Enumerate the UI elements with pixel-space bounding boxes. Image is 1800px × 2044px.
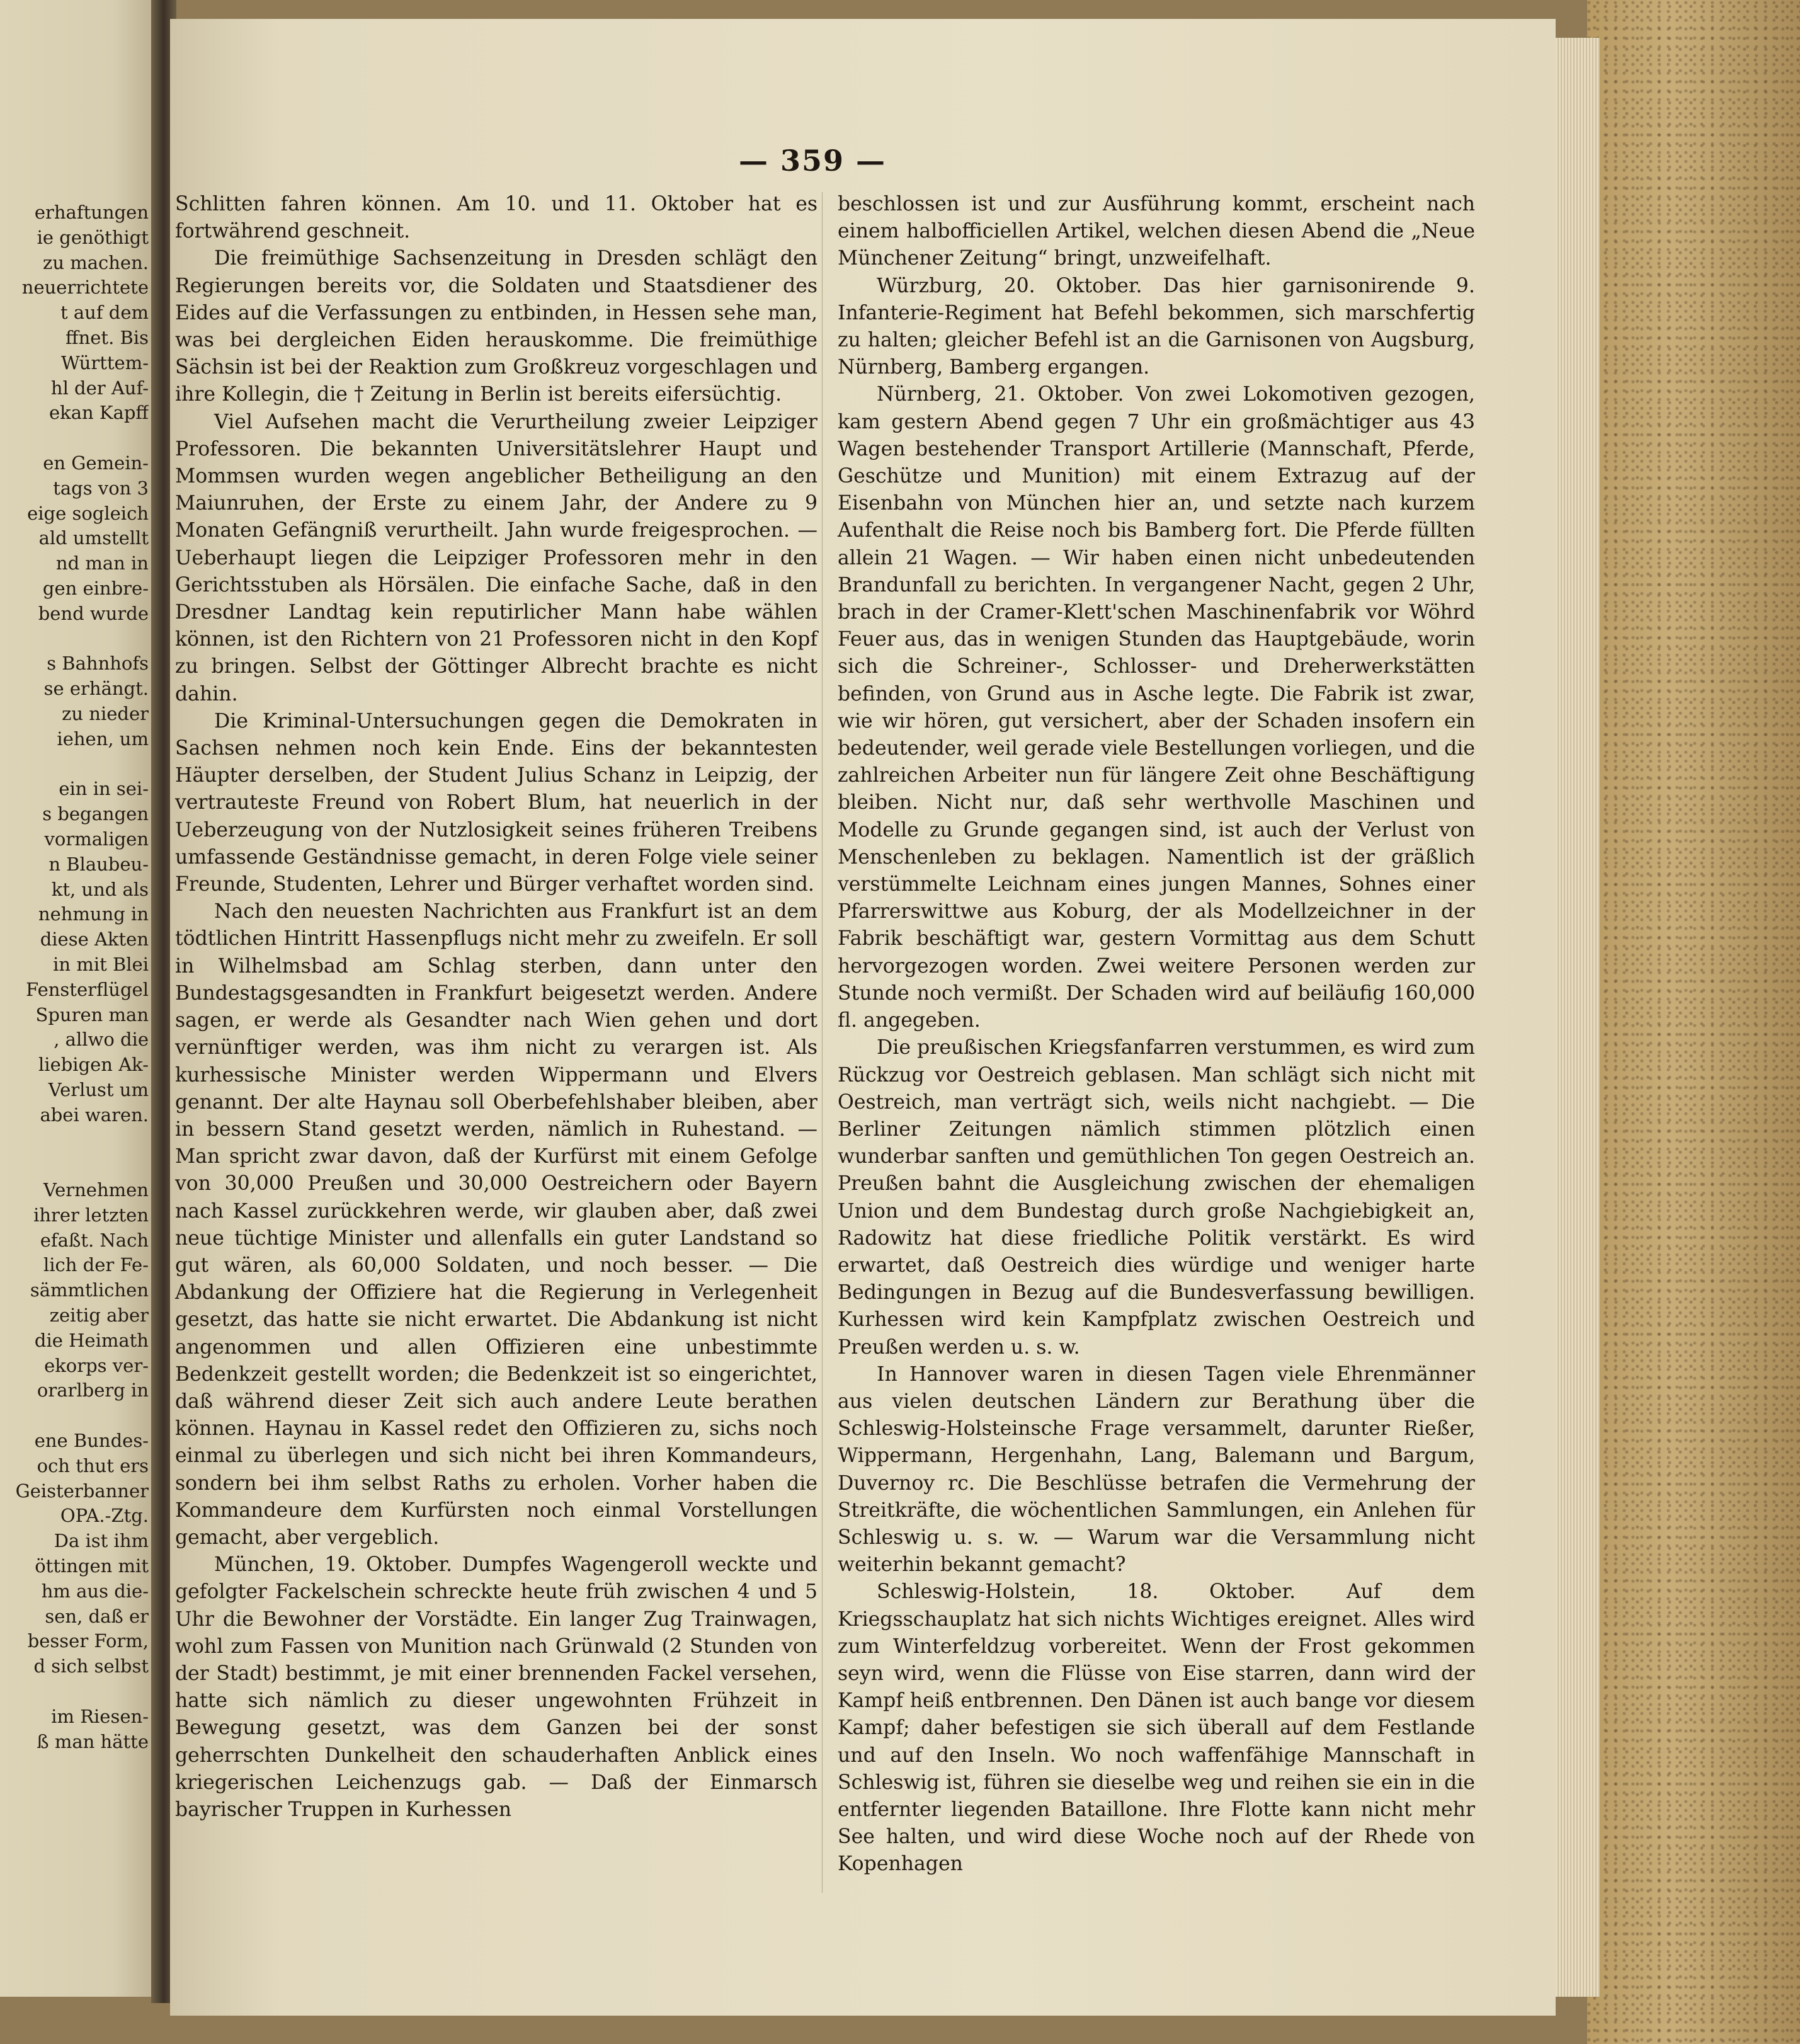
left-page-line: ß man hätte: [37, 1730, 149, 1752]
left-page-line: tags von 3: [53, 477, 149, 499]
column-2: [838, 191, 1475, 1878]
left-page-line: abei waren.: [40, 1104, 149, 1126]
left-page-line: sen, daß er: [45, 1605, 149, 1627]
left-page: [0, 0, 161, 1997]
left-page-line: s begangen: [42, 803, 149, 825]
left-page-line: ein in sei-: [59, 778, 149, 800]
left-page-line: im Riesen-: [51, 1705, 149, 1727]
left-page-line: ihrer letzten: [33, 1204, 149, 1226]
paragraph: Nürnberg, 21. Oktober. Von zwei Lokomotiven gezogen, kam gestern Abend gegen 7 Uhr ein großmächtiger aus 43 Wagen bestehender Transport Artillerie (Mannschaft, Pferde, Geschütze und Munition) mit einem Extrazug auf der Eisenbahn von München hier an, und setzte nach kurzem Aufenthalt die Reise noch bis Bamberg fort. Die Pferde füllten allein 21 Wagen. — Wir haben einen nicht unbedeutenden Brandunfall zu berichten. In vergangener Nacht, gegen 2 Uhr, brach in der Cramer-Klett'schen Maschinenfabrik vor Wöhrd Feuer aus, das in wenigen Stunden das Hauptgebäude, worin sich die Schreiner-, Schlosser- und Dreherwerkstätten befinden, von Grund aus in Asche legte. Die Fabrik ist zwar, wie wir hören, gut versichert, aber der Schaden insofern ein bedeutender, weil gerade viele Bestellungen vorliegen, und die zahlreichen Arbeiter nun für längere Zeit ohne Beschäftigung bleiben. Nicht nur, daß sehr werthvolle Maschinen und Modelle zu Grunde gegangen sind, ist auch der Verlust von Menschenleben zu beklagen. Namentlich ist der gräßlich verstümmelte Leichnam eines jungen Mannes, Sohnes einer Pfarrerswittwe aus Koburg, der als Modellzeichner in der Fabrik beschäftigt war, gestern Vormittag aus dem Schutt hervorgezogen worden. Zwei weitere Personen werden zur Stunde noch vermißt. Der Schaden wird auf beiläufig 160,000 fl. angegeben.: [838, 383, 1475, 1032]
left-page-line: s Bahnhofs: [47, 653, 149, 675]
paragraph: Viel Aufsehen macht die Verurtheilung zweier Leipziger Professoren. Die bekannten Universitätslehrer Haupt und Mommsen wurden wegen angeblicher Betheiligung an den Maiunruhen, der Erste zu einem Jahr, der Andere zu 9 Monaten Gefängniß verurtheilt. Jahn wurde freigesprochen. — Ueberhaupt liegen die Leipziger Professoren mehr in den Gerichtsstuben als Hörsälen. Die einfache Sache, daß in den Dresdner Landtag kein reputirlicher Mann habe wählen können, ist den Richtern von 21 Professoren nicht in den Kopf zu bringen. Selbst der Göttinger Albrecht brachte es nicht dahin.: [175, 410, 817, 705]
left-page-line: [0, 1679, 149, 1704]
left-page-line: vormaligen: [44, 828, 149, 850]
left-page-line: die Heimath: [34, 1329, 149, 1351]
left-page-line: kt, und als: [51, 878, 149, 900]
left-page-line: ald umstellt: [38, 527, 149, 549]
column-1: [175, 191, 817, 1824]
left-page-line: ekan Kapff: [48, 402, 149, 424]
left-page-line: Da ist ihm: [54, 1530, 149, 1552]
left-page-line: [0, 1403, 149, 1429]
page-number: — 359 —: [738, 144, 887, 178]
left-page-line: bend wurde: [38, 602, 149, 624]
left-page-line: [0, 426, 149, 451]
left-page-line: d sich selbst: [33, 1655, 149, 1677]
left-page-line: efaßt. Nach: [40, 1229, 149, 1251]
left-page-line: [0, 627, 149, 652]
left-page-line: orarlberg in: [37, 1379, 149, 1402]
left-page-line: Württem-: [61, 351, 149, 374]
left-page-line: t auf dem: [60, 302, 149, 324]
left-page-line: nehmung in: [38, 903, 149, 925]
left-page-line: besser Form,: [27, 1630, 149, 1652]
left-page-line: ene Bundes-: [34, 1430, 149, 1452]
left-page-line: se erhängt.: [43, 678, 149, 700]
left-page-line: hl der Auf-: [50, 377, 149, 399]
paragraph: Die freimüthige Sachsenzeitung in Dresden schlägt den Regierungen bereits vor, die Soldaten und Staatsdiener des Eides auf die Verfassungen zu entbinden, in Hessen sehe man, was bei dergleichen Eiden herauskomme. Die freimüthige Sächsin ist bei der Reaktion zum Großkreuz vorgeschlagen und ihre Kollegin, die † Zeitung in Berlin ist bereits eifersüchtig.: [175, 247, 817, 406]
paragraph: Schlitten fahren können. Am 10. und 11. Oktober hat es fortwährend geschneit.: [175, 193, 817, 243]
left-page-line: nd man in: [55, 552, 149, 574]
left-page-line: iehen, um: [57, 728, 149, 750]
left-page-line: ie genöthigt: [37, 226, 149, 248]
left-page-line: Spuren man: [35, 1003, 149, 1025]
left-page-line: [0, 752, 149, 777]
left-page-line: Fensterflügel: [26, 978, 149, 1000]
left-page-line: erhaftungen: [34, 202, 149, 223]
left-page-line: Verlust um: [48, 1078, 149, 1100]
column-divider: [822, 192, 823, 1893]
book-binding: [1587, 0, 1800, 2044]
left-page-line: eige sogleich: [27, 502, 149, 524]
left-page-line: lich der Fe-: [43, 1254, 149, 1276]
paragraph: In Hannover waren in diesen Tagen viele Ehrenmänner aus vielen deutschen Ländern zur Berathung über die Schleswig-Holsteinsche Frage versammelt, darunter Rießer, Wippermann, Hergenhahn, Lang, Balemann und Bargum, Duvernoy rc. Die Beschlüsse betrafen die Vermehrung der Streitkräfte, die wöchentlichen Sammlungen, ein Anlehen für Schleswig u. s. w. — Warum war die Versammlung nicht weiterhin bekannt gemacht?: [838, 1362, 1475, 1577]
left-page-line: OPA.-Ztg.: [60, 1505, 149, 1527]
paragraph: Die preußischen Kriegsfanfarren verstummen, es wird zum Rückzug vor Oestreich geblasen. Man schlägt sich nicht mit Oestreich, man verträgt sich, weils nicht nachgiebt. — Die Berliner Zeitungen nämlich stimmen plötzlich einen wunderbar sanften und gemüthlichen Ton gegen Oestreich an. Preußen bahnt die Ausgleichung zwischen der ehemaligen Union und dem Bundestag durch große Nachgiebigkeit an, Radowitz hat diese friedliche Politik verstärkt. Es wird erwartet, daß Oestreich dies würdige und weniger harte Bedingungen in Bezug auf die Bundesverfassung bewilligen. Kurhessen wird kein Kampfplatz zwischen Oestreich und Preußen werden u. s. w.: [838, 1036, 1475, 1359]
left-page-line: och thut ers: [37, 1454, 149, 1476]
paragraph: beschlossen ist und zur Ausführung kommt, erscheint nach einem halbofficiellen Artikel, welchen diesen Abend die „Neue Münchener Zeitung“ bringt, unzweifelhaft.: [838, 193, 1475, 270]
left-page-line: Geisterbanner: [15, 1480, 149, 1502]
left-page-line: in mit Blei: [53, 953, 149, 975]
left-page-text-column: [0, 200, 149, 1754]
left-page-line: [0, 1153, 149, 1178]
left-page-line: gen einbre-: [42, 577, 149, 599]
left-page-line: hm aus die-: [41, 1580, 149, 1602]
left-page-line: ekorps ver-: [44, 1354, 149, 1376]
left-page-line: Vernehmen: [43, 1179, 149, 1201]
left-page-line: zu nieder: [62, 702, 149, 724]
left-page-line: zeitig aber: [49, 1305, 149, 1327]
left-page-line: liebigen Ak-: [38, 1054, 149, 1076]
paragraph: Die Kriminal-Untersuchungen gegen die Demokraten in Sachsen nehmen noch kein Ende. Eins der bekanntesten Häupter derselben, der Student Julius Schanz in Leipzig, der vertrauteste Freund von Robert Blum, hat neuerlich in der Ueberzeugung von der Nutzlosigkeit seines früheren Treibens umfassende Geständnisse gemacht, in deren Folge viele seiner Freunde, Studenten, Lehrer und Bürger verhaftet worden sind.: [175, 709, 817, 896]
left-page-line: ffnet. Bis: [65, 326, 149, 348]
paragraph: Würzburg, 20. Oktober. Das hier garnisonirende 9. Infanterie-Regiment hat Befehl bekommen, sich marschfertig zu halten; gleicher Befehl ist an die Garnisonen von Augsburg, Nürnberg, Bamberg ergangen.: [838, 274, 1475, 379]
left-page-line: zu machen.: [43, 251, 149, 273]
left-page-line: öttingen mit: [35, 1555, 149, 1577]
left-page-line: , allwo die: [54, 1029, 149, 1051]
left-page-line: en Gemein-: [43, 452, 149, 474]
left-page-line: n Blaubeu-: [48, 853, 149, 875]
left-page-line: neuerrichtete: [21, 277, 149, 299]
left-page-line: diese Akten: [40, 928, 149, 951]
paragraph: Nach den neuesten Nachrichten aus Frankfurt ist an dem tödtlichen Hintritt Hassenpflugs nicht mehr zu zweifeln. Er soll in Wilhelmsbad am Schlag sterben, dann unter den Bundestagsgesandten in Frankfurt beigesetzt werden. Andere sagen, er werde als Gesandter nach Wien gehen und dort vernünftiger werden, was ihm nicht zu verargen ist. Als kurhessische Minister werden Wippermann und Elvers genannt. Der alte Haynau soll Oberbefehlshaber bleiben, aber in bessern Stand gesetzt werden, nämlich in Ruhestand. — Man spricht zwar davon, daß der Kurfürst mit einem Gefolge von 30,000 Preußen und 30,000 Oestreichern oder Bayern nach Kassel zurückkehren werde, wir glauben aber, daß zwei neue tüchtige Minister und allenfalls ein guter Landstand so gut wären, als 60,000 Soldaten, und noch besser. — Die Abdankung der Offiziere hat die Regierung in Verlegenheit gesetzt, das hatte sie nicht erwartet. Die Abdankung ist nicht angenommen und allen Offizieren eine unbestimmte Bedenkzeit gestellt worden; die Bedenkzeit ist so eingerichtet, daß während dieser Zeit sich auch andere Leute berathen können. Haynau in Kassel redet den Offizieren zu, sichs noch einmal zu überlegen und sich nicht bei ihren Kommandeurs, sondern bei ihm selbst Raths zu erholen. Vorher haben die Kommandeure dem Kurfürsten noch einmal Vorstellungen gemacht, aber vergeblich.: [175, 900, 817, 1549]
paragraph: München, 19. Oktober. Dumpfes Wagengeroll weckte und gefolgter Fackelschein schreckte heute früh zwischen 4 und 5 Uhr die Bewohner der Vorstädte. Ein langer Zug Trainwagen, wohl zum Fassen von Munition nach Grünwald (2 Stunden von der Stadt) bestimmt, je mit einer brennenden Fackel versehen, hatte sich nämlich zu dieser ungewohnten Frühzeit in Bewegung gesetzt, was dem Ganzen bei der sonst geherrschten Dunkelheit den schauderhaften Anblick eines kriegerischen Leichenzugs gab. — Daß der Einmarsch bayrischer Truppen in Kurhessen: [175, 1553, 817, 1821]
left-page-line: sämmtlichen: [30, 1279, 149, 1301]
paragraph: Schleswig-Holstein, 18. Oktober. Auf dem Kriegsschauplatz hat sich nichts Wichtiges ereignet. Alles wird zum Winterfeldzug vorbereitet. Wenn der Frost gekommen seyn wird, wenn die Flüsse von Eise starren, dann wird der Kampf heiß entbrennen. Den Dänen ist auch bange vor diesem Kampf; daher befestigen sie sich überall auf dem Festlande und auf den Inseln. Wo noch waffenfähige Mannschaft in Schleswig ist, führen sie dieselbe weg und reihen sie ein in die entfernter liegenden Bataillone. Ihre Flotte kann nicht mehr See halten, und wird diese Woche noch auf der Rhede von Kopenhagen: [838, 1580, 1475, 1876]
left-page-line: [0, 1128, 149, 1153]
